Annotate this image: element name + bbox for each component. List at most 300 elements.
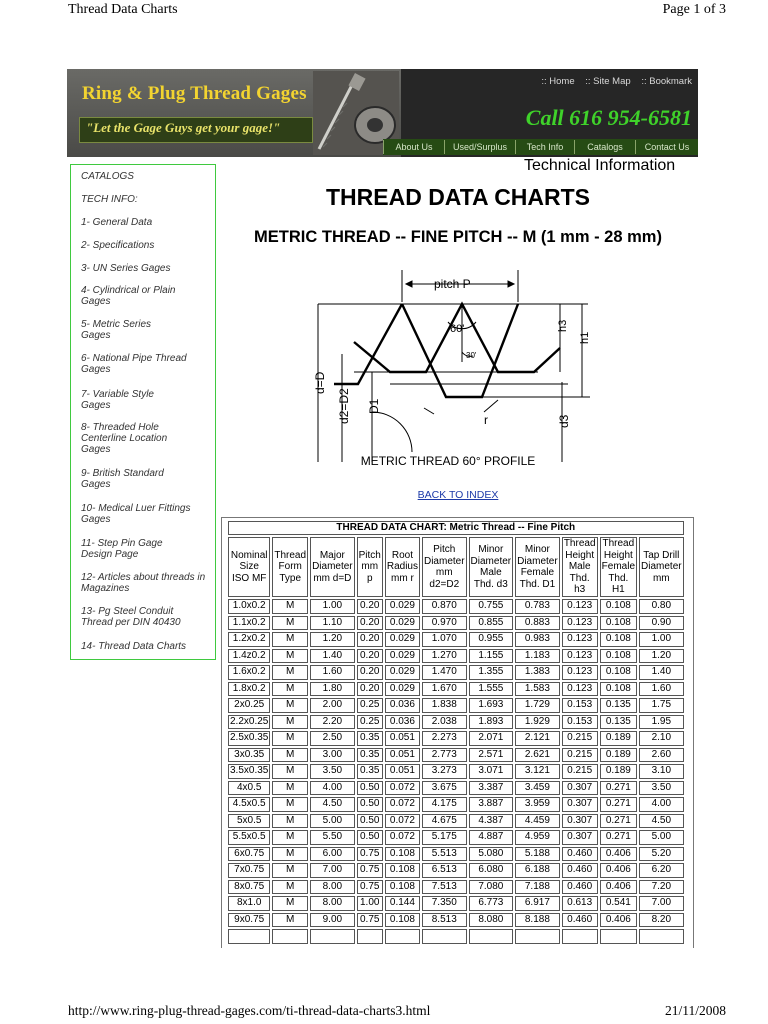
- table-cell: [422, 929, 467, 944]
- table-cell: M: [272, 797, 308, 812]
- table-cell: 4.387: [469, 814, 514, 829]
- table-cell: 2x0.25: [228, 698, 270, 713]
- table-cell: 0.135: [600, 698, 637, 713]
- table-cell: 0.029: [385, 632, 420, 647]
- table-cell: [600, 929, 637, 944]
- header-major-diameter: Major Diameter mm d=D: [310, 537, 355, 597]
- header-minor-dia-female: Minor Diameter Female Thd. D1: [515, 537, 560, 597]
- table-row: [228, 880, 684, 895]
- table-row: [228, 632, 684, 647]
- table-cell: 2.10: [639, 731, 684, 746]
- table-cell: 1.80: [310, 682, 355, 697]
- table-cell: 0.406: [600, 880, 637, 895]
- table-cell: M: [272, 632, 308, 647]
- print-header: [68, 2, 726, 18]
- header-pitch-diameter: Pitch Diameter mm d2=D2: [422, 537, 467, 597]
- table-cell: 0.970: [422, 616, 467, 631]
- sidebar-item-un-series[interactable]: 3- UN Series Gages: [81, 263, 171, 274]
- nav-about-us[interactable]: About Us: [383, 140, 444, 154]
- table-cell: 4.00: [639, 797, 684, 812]
- table-cell: 0.75: [357, 880, 383, 895]
- table-cell: 5.20: [639, 847, 684, 862]
- table-cell: 0.307: [562, 830, 598, 845]
- table-cell: 0.883: [515, 616, 560, 631]
- table-cell: 1.00: [357, 896, 383, 911]
- table-row: [228, 830, 684, 845]
- table-cell: 0.20: [357, 616, 383, 631]
- sidebar-item-specifications[interactable]: 2- Specifications: [81, 240, 155, 251]
- table-caption: THREAD DATA CHART: Metric Thread -- Fine Pitch: [228, 521, 684, 535]
- table-cell: 0.029: [385, 649, 420, 664]
- table-cell: 0.406: [600, 863, 637, 878]
- table-row: [228, 748, 684, 763]
- table-cell: 3.10: [639, 764, 684, 779]
- D1-label: D1: [367, 398, 381, 414]
- table-cell: [310, 929, 355, 944]
- table-cell: M: [272, 649, 308, 664]
- table-cell: M: [272, 715, 308, 730]
- table-cell: 7.00: [310, 863, 355, 878]
- table-cell: 6.188: [515, 863, 560, 878]
- table-cell: 4.959: [515, 830, 560, 845]
- sidebar-item-cylindrical[interactable]: 4- Cylindrical or Plain Gages: [81, 285, 176, 307]
- table-cell: 3.273: [422, 764, 467, 779]
- table-cell: 6.080: [469, 863, 514, 878]
- thread-profile-diagram: [298, 262, 598, 472]
- table-cell: 7.188: [515, 880, 560, 895]
- table-cell: 1.20: [639, 649, 684, 664]
- table-cell: 0.460: [562, 863, 598, 878]
- sitemap-link[interactable]: :: Site Map: [585, 76, 631, 87]
- table-cell: 5.00: [310, 814, 355, 829]
- table-cell: 1.693: [469, 698, 514, 713]
- table-cell: 1.20: [310, 632, 355, 647]
- table-cell: 0.051: [385, 748, 420, 763]
- table-cell: [639, 929, 684, 944]
- table-cell: 0.25: [357, 698, 383, 713]
- table-row: [228, 896, 684, 911]
- table-cell: 1.670: [422, 682, 467, 697]
- table-row: [228, 863, 684, 878]
- pitch-label: pitch P: [434, 277, 471, 291]
- table-cell: 2.20: [310, 715, 355, 730]
- nav-used-surplus[interactable]: Used/Surplus: [444, 140, 515, 154]
- table-cell: 1.893: [469, 715, 514, 730]
- table-cell: 3.071: [469, 764, 514, 779]
- brand-logo-text[interactable]: Ring & Plug Thread Gages: [82, 83, 307, 104]
- table-cell: 0.029: [385, 665, 420, 680]
- table-row-cutoff: [228, 929, 684, 944]
- print-footer-date: 21/11/2008: [664, 1003, 726, 1018]
- header-nominal-size: Nominal Size ISO MF: [228, 537, 270, 597]
- small-angle-label: 30': [466, 351, 477, 360]
- table-cell: 0.20: [357, 665, 383, 680]
- table-cell: M: [272, 682, 308, 697]
- table-cell: 0.072: [385, 814, 420, 829]
- table-cell: 0.123: [562, 616, 598, 631]
- table-row: [228, 682, 684, 697]
- table-cell: 0.108: [385, 880, 420, 895]
- table-cell: [562, 929, 598, 944]
- table-cell: 0.072: [385, 830, 420, 845]
- table-cell: M: [272, 748, 308, 763]
- table-cell: 1.470: [422, 665, 467, 680]
- table-cell: 0.75: [357, 913, 383, 928]
- table-cell: 3.959: [515, 797, 560, 812]
- table-cell: 1.00: [310, 599, 355, 614]
- table-cell: 1.00: [639, 632, 684, 647]
- sidebar-item-tech-info[interactable]: TECH INFO:: [81, 194, 138, 205]
- table-cell: 1.155: [469, 649, 514, 664]
- table-cell: 2.50: [310, 731, 355, 746]
- table-cell: 8.513: [422, 913, 467, 928]
- sidebar-item-national-pipe[interactable]: 6- National Pipe Thread Gages: [81, 353, 187, 375]
- back-to-index-link[interactable]: BACK TO INDEX: [417, 489, 499, 501]
- table-cell: 2.621: [515, 748, 560, 763]
- table-cell: 1.355: [469, 665, 514, 680]
- table-cell: 1.383: [515, 665, 560, 680]
- table-cell: 0.123: [562, 682, 598, 697]
- table-cell: 0.406: [600, 847, 637, 862]
- table-cell: 1.40: [310, 649, 355, 664]
- d-label: d=D: [313, 371, 327, 394]
- table-cell: 6.00: [310, 847, 355, 862]
- table-row: [228, 913, 684, 928]
- table-cell: 3.887: [469, 797, 514, 812]
- table-cell: 0.072: [385, 781, 420, 796]
- table-header-row: [228, 537, 684, 597]
- table-cell: 0.25: [357, 715, 383, 730]
- table-cell: [228, 929, 270, 944]
- table-cell: M: [272, 880, 308, 895]
- table-row: [228, 616, 684, 631]
- table-cell: 0.783: [515, 599, 560, 614]
- table-cell: 1.070: [422, 632, 467, 647]
- table-cell: 0.108: [600, 682, 637, 697]
- table-cell: 0.153: [562, 715, 598, 730]
- table-cell: 0.029: [385, 599, 420, 614]
- table-row: [228, 781, 684, 796]
- r-label: r: [484, 413, 488, 427]
- diagram-caption: METRIC THREAD 60° PROFILE: [360, 454, 536, 468]
- page-title: THREAD DATA CHARTS: [325, 184, 591, 210]
- nav-catalogs[interactable]: Catalogs: [574, 140, 635, 154]
- d2-label: d2=D2: [337, 388, 351, 424]
- table-cell: 0.108: [600, 665, 637, 680]
- table-cell: 6.917: [515, 896, 560, 911]
- slogan: "Let the Gage Guys get your gage!": [86, 120, 281, 135]
- sidebar-item-step-pin[interactable]: 11- Step Pin Gage Design Page: [81, 538, 163, 560]
- sidebar-item-variable-style[interactable]: 7- Variable Style Gages: [81, 389, 154, 411]
- table-cell: 4.50: [310, 797, 355, 812]
- table-cell: 3.121: [515, 764, 560, 779]
- table-cell: 1.10: [310, 616, 355, 631]
- nav-contact-us[interactable]: Contact Us: [635, 140, 698, 154]
- sidebar-item-medical-luer[interactable]: 10- Medical Luer Fittings Gages: [81, 503, 191, 525]
- thread-data-table: [226, 519, 686, 946]
- table-cell: 1.183: [515, 649, 560, 664]
- table-cell: 1.95: [639, 715, 684, 730]
- table-row: [228, 847, 684, 862]
- table-cell: 0.215: [562, 748, 598, 763]
- table-cell: 2.773: [422, 748, 467, 763]
- table-row: [228, 814, 684, 829]
- table-cell: M: [272, 863, 308, 878]
- table-cell: 0.271: [600, 781, 637, 796]
- nav-tech-info[interactable]: Tech Info: [515, 140, 574, 154]
- table-row: [228, 698, 684, 713]
- table-cell: 7.00: [639, 896, 684, 911]
- table-cell: 4.675: [422, 814, 467, 829]
- table-cell: 4.5x0.5: [228, 797, 270, 812]
- table-cell: 8x1.0: [228, 896, 270, 911]
- table-cell: 0.108: [600, 632, 637, 647]
- table-cell: 7.513: [422, 880, 467, 895]
- table-cell: 5.188: [515, 847, 560, 862]
- header-thread-form: Thread Form Type: [272, 537, 308, 597]
- table-cell: 0.75: [357, 863, 383, 878]
- table-cell: 2.038: [422, 715, 467, 730]
- sidebar-item-articles[interactable]: 12- Articles about threads in Magazines: [81, 572, 206, 594]
- table-cell: M: [272, 599, 308, 614]
- table-cell: 0.35: [357, 764, 383, 779]
- table-cell: 1.4z0.2: [228, 649, 270, 664]
- table-cell: 5.00: [639, 830, 684, 845]
- table-cell: 2.60: [639, 748, 684, 763]
- top-links: [533, 76, 692, 87]
- table-cell: 0.029: [385, 616, 420, 631]
- table-cell: 0.460: [562, 880, 598, 895]
- header-thread-height-female: Thread Height Female Thd. H1: [601, 538, 636, 596]
- table-cell: 0.406: [600, 913, 637, 928]
- table-cell: 0.123: [562, 599, 598, 614]
- h3-label: h3: [557, 319, 569, 332]
- table-cell: M: [272, 781, 308, 796]
- page-subtitle: METRIC THREAD -- FINE PITCH -- M (1 mm - 28 mm): [254, 228, 662, 246]
- table-cell: 5x0.5: [228, 814, 270, 829]
- table-cell: 0.307: [562, 781, 598, 796]
- angle-label: 60': [450, 323, 465, 335]
- table-cell: M: [272, 896, 308, 911]
- print-footer-url: http://www.ring-plug-thread-gages.com/ti-thread-data-charts3.html: [68, 1003, 431, 1018]
- table-cell: 0.855: [469, 616, 514, 631]
- table-cell: 0.108: [385, 863, 420, 878]
- table-cell: 3x0.35: [228, 748, 270, 763]
- table-cell: 8.188: [515, 913, 560, 928]
- table-cell: 2.571: [469, 748, 514, 763]
- sidebar-item-british-standard[interactable]: 9- British Standard Gages: [81, 468, 164, 490]
- table-cell: M: [272, 764, 308, 779]
- phone-number: Call 616 954-6581: [525, 105, 692, 130]
- table-cell: 0.189: [600, 748, 637, 763]
- table-cell: 0.029: [385, 682, 420, 697]
- table-cell: 0.271: [600, 814, 637, 829]
- header-minor-dia-male: Minor Diameter Male Thd. d3: [469, 537, 514, 597]
- table-cell: 3.50: [639, 781, 684, 796]
- sidebar-item-thread-data-charts[interactable]: 14- Thread Data Charts: [81, 641, 187, 652]
- table-cell: 4.887: [469, 830, 514, 845]
- table-cell: 0.051: [385, 731, 420, 746]
- table-cell: 0.35: [357, 748, 383, 763]
- table-cell: [357, 929, 383, 944]
- table-cell: 0.50: [357, 814, 383, 829]
- sidebar-item-catalogs[interactable]: CATALOGS: [81, 171, 134, 182]
- table-cell: 6.773: [469, 896, 514, 911]
- table-cell: 1.838: [422, 698, 467, 713]
- header-thread-height-male: Thread Height Male Thd. h3: [562, 537, 598, 597]
- table-cell: 0.123: [562, 649, 598, 664]
- table-cell: 0.215: [562, 731, 598, 746]
- table-cell: 4.50: [639, 814, 684, 829]
- table-cell: 2.5x0.35: [228, 731, 270, 746]
- table-cell: 0.051: [385, 764, 420, 779]
- table-cell: 4.459: [515, 814, 560, 829]
- table-cell: 9x0.75: [228, 913, 270, 928]
- slogan-box: [79, 117, 313, 143]
- banner-brand-area: [67, 69, 401, 157]
- table-cell: 0.153: [562, 698, 598, 713]
- table-cell: 0.215: [562, 764, 598, 779]
- table-cell: 2.00: [310, 698, 355, 713]
- table-cell: 0.189: [600, 731, 637, 746]
- table-cell: 0.135: [600, 715, 637, 730]
- table-cell: 7.350: [422, 896, 467, 911]
- table-cell: 1.1x0.2: [228, 616, 270, 631]
- table-cell: 0.271: [600, 830, 637, 845]
- table-cell: 0.460: [562, 847, 598, 862]
- table-row: [228, 731, 684, 746]
- table-cell: 0.955: [469, 632, 514, 647]
- table-cell: 0.123: [562, 665, 598, 680]
- table-cell: 0.755: [469, 599, 514, 614]
- table-cell: 0.108: [600, 649, 637, 664]
- print-header-page: Page 1 of 3: [662, 2, 726, 17]
- table-cell: 3.50: [310, 764, 355, 779]
- table-cell: M: [272, 830, 308, 845]
- table-cell: 1.555: [469, 682, 514, 697]
- table-cell: 1.0x0.2: [228, 599, 270, 614]
- table-cell: 2.121: [515, 731, 560, 746]
- table-cell: 8x0.75: [228, 880, 270, 895]
- table-cell: 5.080: [469, 847, 514, 862]
- table-cell: 1.270: [422, 649, 467, 664]
- d3-label: d3: [557, 414, 571, 428]
- home-link[interactable]: :: Home: [541, 76, 575, 87]
- table-cell: 3.387: [469, 781, 514, 796]
- table-row: [228, 665, 684, 680]
- table-cell: 0.35: [357, 731, 383, 746]
- table-cell: 0.983: [515, 632, 560, 647]
- table-cell: 1.60: [639, 682, 684, 697]
- table-cell: M: [272, 847, 308, 862]
- table-cell: 6x0.75: [228, 847, 270, 862]
- table-cell: 5.175: [422, 830, 467, 845]
- table-cell: 0.108: [600, 616, 637, 631]
- table-cell: 2.273: [422, 731, 467, 746]
- bookmark-link[interactable]: :: Bookmark: [641, 76, 692, 87]
- table-cell: 7x0.75: [228, 863, 270, 878]
- table-cell: 0.108: [385, 847, 420, 862]
- table-cell: 0.036: [385, 698, 420, 713]
- table-cell: 8.20: [639, 913, 684, 928]
- table-cell: 0.108: [600, 599, 637, 614]
- table-cell: 1.2x0.2: [228, 632, 270, 647]
- table-cell: M: [272, 913, 308, 928]
- table-cell: 0.50: [357, 830, 383, 845]
- table-cell: 1.929: [515, 715, 560, 730]
- table-cell: 0.123: [562, 632, 598, 647]
- table-cell: 5.5x0.5: [228, 830, 270, 845]
- table-cell: 0.90: [639, 616, 684, 631]
- table-cell: M: [272, 814, 308, 829]
- header-tap-drill: Tap Drill Diameter mm: [639, 537, 684, 597]
- table-cell: 1.75: [639, 698, 684, 713]
- sidebar-item-general-data[interactable]: 1- General Data: [81, 217, 153, 228]
- sidebar-item-pg-steel[interactable]: 13- Pg Steel Conduit Thread per DIN 40430: [81, 606, 181, 628]
- table-cell: 0.20: [357, 632, 383, 647]
- table-cell: 6.20: [639, 863, 684, 878]
- table-cell: 0.541: [600, 896, 637, 911]
- header-root-radius: Root Radius mm r: [385, 537, 420, 597]
- table-cell: 0.307: [562, 797, 598, 812]
- table-cell: 4x0.5: [228, 781, 270, 796]
- table-cell: 1.8x0.2: [228, 682, 270, 697]
- table-cell: 8.00: [310, 880, 355, 895]
- site-banner: [67, 69, 698, 157]
- table-cell: M: [272, 731, 308, 746]
- sidebar-item-threaded-hole[interactable]: 8- Threaded Hole Centerline Location Gages: [81, 422, 168, 455]
- table-cell: 0.613: [562, 896, 598, 911]
- table-cell: 4.175: [422, 797, 467, 812]
- table-cell: 9.00: [310, 913, 355, 928]
- table-cell: 5.513: [422, 847, 467, 862]
- table-cell: 4.00: [310, 781, 355, 796]
- table-cell: 0.271: [600, 797, 637, 812]
- table-cell: 8.00: [310, 896, 355, 911]
- table-cell: 0.80: [639, 599, 684, 614]
- table-row: [228, 649, 684, 664]
- table-cell: 1.583: [515, 682, 560, 697]
- table-cell: M: [272, 698, 308, 713]
- table-cell: 0.072: [385, 797, 420, 812]
- table-cell: 0.20: [357, 599, 383, 614]
- print-header-title: Thread Data Charts: [68, 2, 178, 17]
- section-label: Technical Information: [524, 157, 676, 174]
- table-cell: 3.675: [422, 781, 467, 796]
- table-row: [228, 599, 684, 614]
- table-cell: 0.307: [562, 814, 598, 829]
- table-cell: 0.50: [357, 781, 383, 796]
- table-cell: 5.50: [310, 830, 355, 845]
- table-cell: 8.080: [469, 913, 514, 928]
- table-cell: [515, 929, 560, 944]
- table-cell: 1.60: [310, 665, 355, 680]
- table-cell: 0.189: [600, 764, 637, 779]
- table-cell: [469, 929, 514, 944]
- table-cell: 0.460: [562, 913, 598, 928]
- table-cell: 0.20: [357, 649, 383, 664]
- thread-data-table-frame: [221, 517, 694, 948]
- main-nav: [383, 139, 698, 155]
- table-cell: [272, 929, 308, 944]
- table-cell: 0.108: [385, 913, 420, 928]
- table-cell: 1.40: [639, 665, 684, 680]
- table-row: [228, 764, 684, 779]
- table-cell: 7.080: [469, 880, 514, 895]
- sidebar-item-metric-series[interactable]: 5- Metric Series Gages: [81, 319, 152, 341]
- table-cell: [385, 929, 420, 944]
- table-cell: 3.459: [515, 781, 560, 796]
